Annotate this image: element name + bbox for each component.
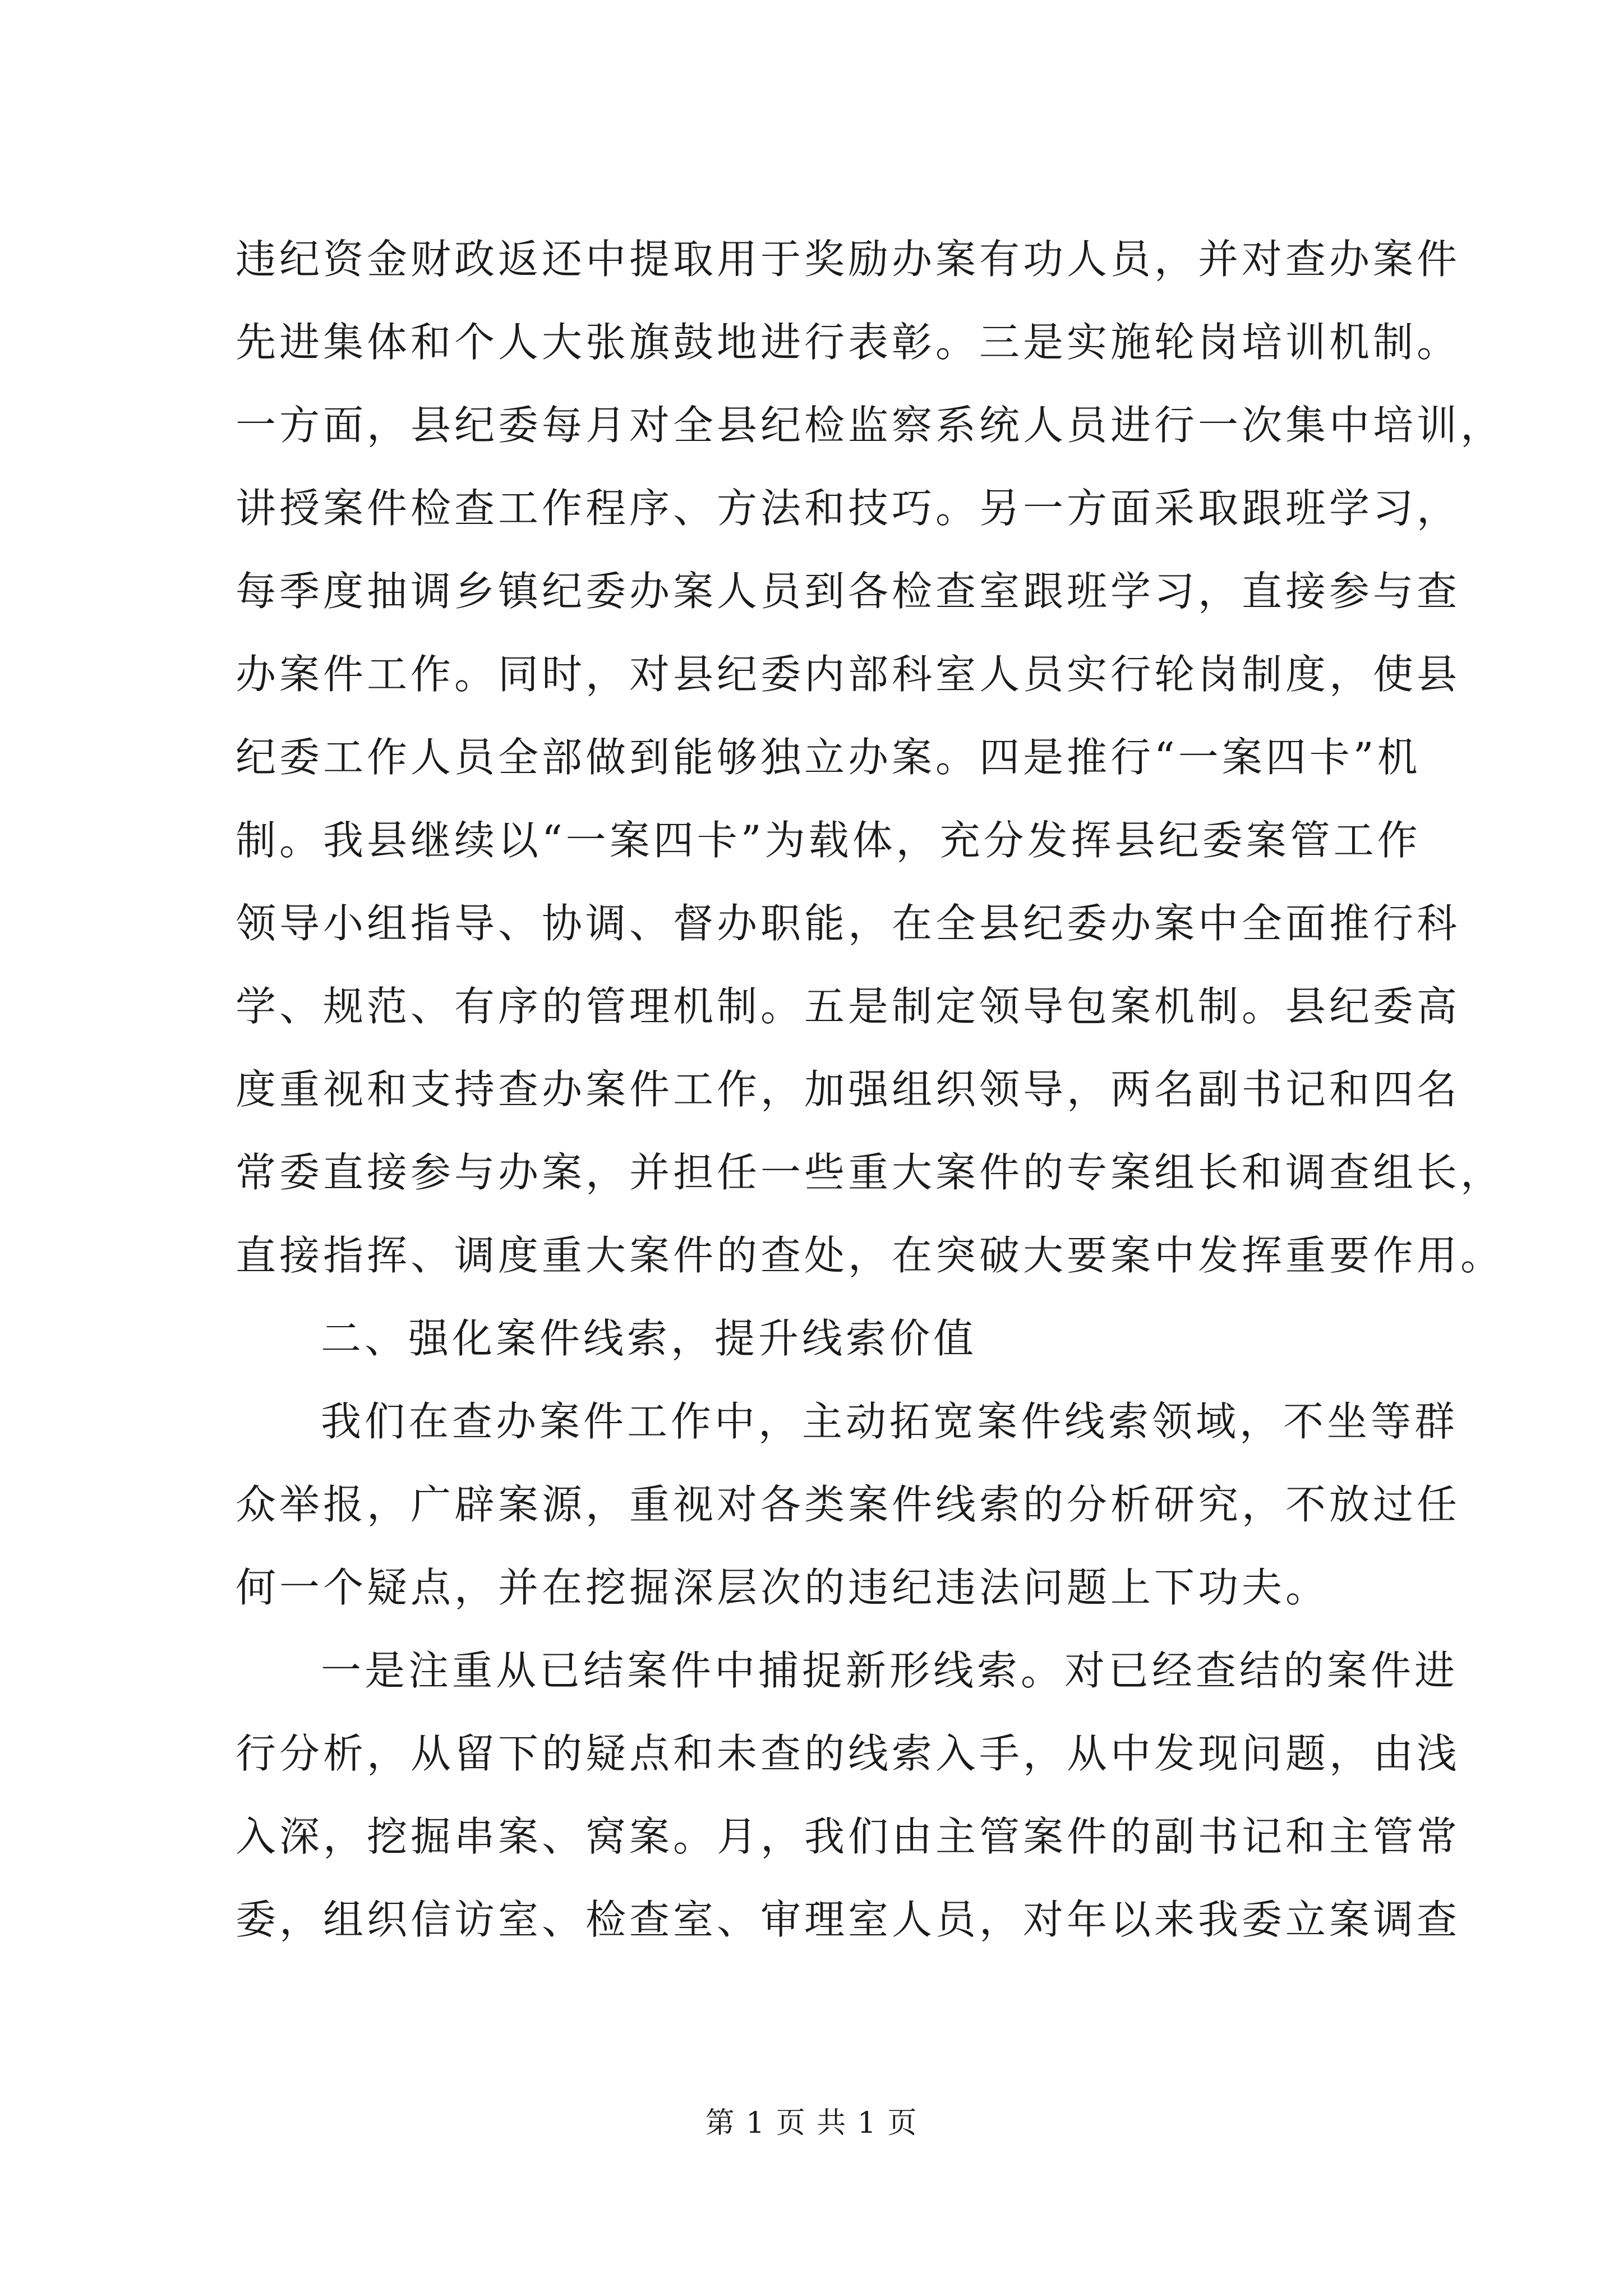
text-line-17: 何一个疑点，并在挖掘深层次的违纪违法问题上下功夫。 [236,1564,1330,1611]
text-line-4: 讲授案件检查工作程序、方法和技巧。另一方面采取跟班学习， [236,485,1461,532]
text-line-15: 我们在查办案件工作中，主动拓宽案件线索领域，不坐等群 [321,1398,1459,1445]
text-line-19: 行分析，从留下的疑点和未查的线索入手，从中发现问题，由浅 [236,1730,1461,1777]
text-line-11: 度重视和支持查办案件工作，加强组织领导，两名副书记和四名 [236,1066,1461,1113]
text-line-13: 直接指挥、调度重大案件的查处，在突破大要案中发挥重要作用。 [236,1232,1505,1279]
text-line-3: 一方面，县纪委每月对全县纪检监察系统人员进行一次集中培训， [236,402,1505,449]
text-line-6: 办案件工作。同时，对县纪委内部科室人员实行轮岗制度，使县 [236,651,1461,698]
text-line-7: 纪委工作人员全部做到能够独立办案。四是推行“一案四卡”机 [236,734,1421,781]
text-line-9: 领导小组指导、协调、督办职能，在全县纪委办案中全面推行科 [236,900,1461,947]
text-line-16: 众举报，广辟案源，重视对各类案件线索的分析研究，不放过任 [236,1481,1461,1528]
text-line-8: 制。我县继续以“一案四卡”为载体，充分发挥县纪委案管工作 [236,817,1421,864]
page-number-footer: 第 1 页 共 1 页 [705,2106,918,2140]
text-line-1: 违纪资金财政返还中提取用于奖励办案有功人员，并对查办案件 [236,236,1461,283]
text-line-5: 每季度抽调乡镇纪委办案人员到各检查室跟班学习，直接参与查 [236,568,1461,615]
text-line-10: 学、规范、有序的管理机制。五是制定领导包案机制。县纪委高 [236,983,1461,1030]
text-line-2: 先进集体和个人大张旗鼓地进行表彰。三是实施轮岗培训机制。 [236,319,1461,366]
text-line-18: 一是注重从已结案件中捕捉新形线索。对已经查结的案件进 [321,1647,1459,1694]
text-line-12: 常委直接参与办案，并担任一些重大案件的专案组长和调查组长， [236,1149,1505,1196]
section-heading: 二、强化案件线索，提升线索价值 [321,1315,978,1362]
text-line-20: 入深，挖掘串案、窝案。月，我们由主管案件的副书记和主管常 [236,1813,1461,1860]
document-body [236,218,1505,1961]
text-line-21: 委，组织信访室、检查室、审理室人员，对年以来我委立案调查 [236,1896,1461,1943]
